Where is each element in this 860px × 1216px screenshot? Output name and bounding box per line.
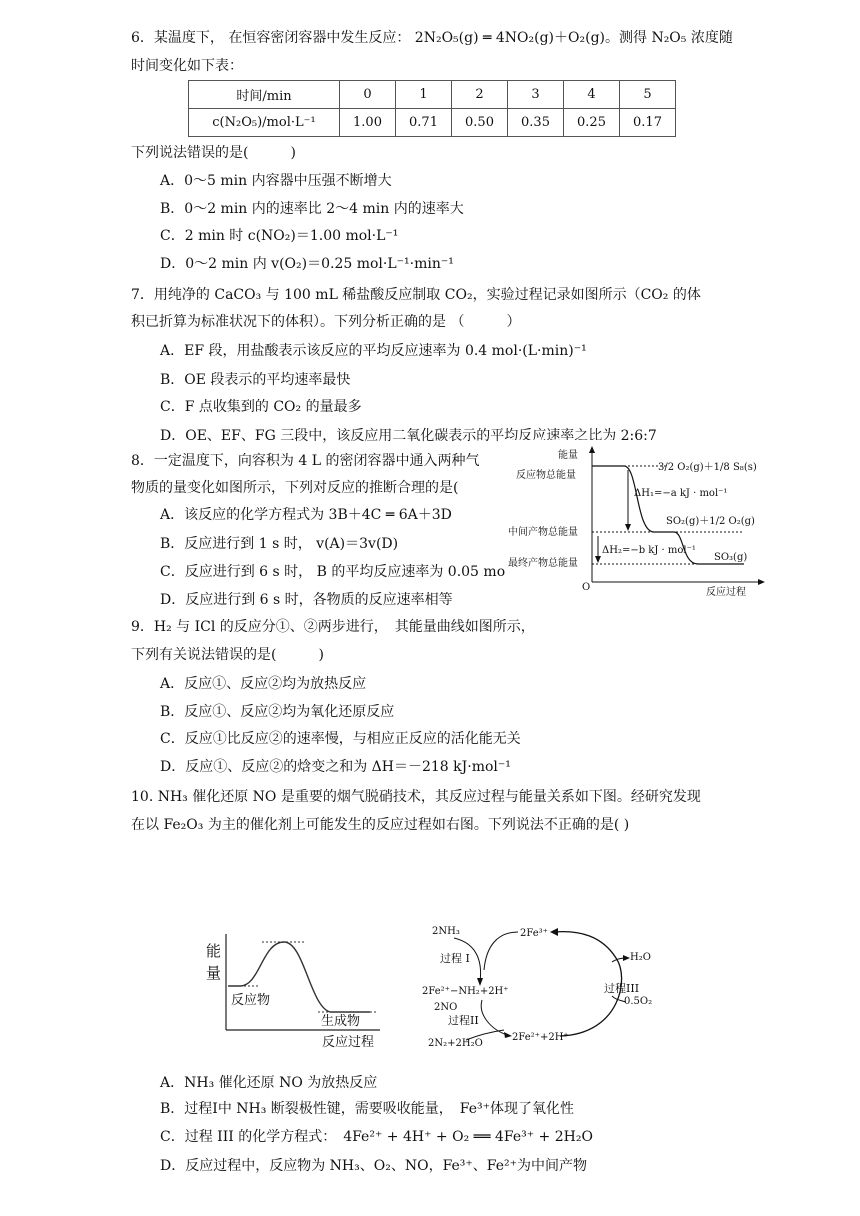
step-3-label: 过程III bbox=[604, 982, 640, 995]
step-1-label: 过程 I bbox=[440, 952, 470, 965]
x-axis-label: 反应过程 bbox=[706, 587, 746, 598]
q8-option-d: D．反应进行到 6 s 时，各物质的反应速率相等 bbox=[160, 592, 453, 608]
table-cell: 0.25 bbox=[564, 109, 620, 137]
species-nh3: 2NH₃ bbox=[432, 926, 460, 937]
exothermic-energy-figure bbox=[200, 928, 385, 1056]
q6-option-c: C．2 min 时 c(NO₂)＝1.00 mol·L⁻¹ bbox=[160, 228, 399, 244]
q10-option-c: C．过程 III 的化学方程式： 4Fe²⁺ + 4H⁺ + O₂ ══ 4Fe³⁺ + 2H₂O bbox=[160, 1129, 593, 1145]
q6-option-d: D．0～2 min 内 v(O₂)＝0.25 mol·L⁻¹·min⁻¹ bbox=[160, 256, 454, 272]
step-1-arrow-head bbox=[477, 978, 483, 986]
table-header-cell: 时间/min bbox=[189, 81, 340, 109]
step-2-label: 过程II bbox=[448, 1014, 479, 1027]
species-fe2-h: 2Fe²⁺+2H⁺ bbox=[512, 1032, 569, 1043]
q10-option-d: D．反应过程中，反应物为 NH₃、O₂、NO，Fe³⁺、Fe²⁺为中间产物 bbox=[160, 1158, 588, 1174]
dh2-label: ΔH₂=−b kJ · mol⁻¹ bbox=[602, 545, 696, 556]
q10-option-b: B．过程Ⅰ中 NH₃ 断裂极性键，需要吸收能量， Fe³⁺体现了氧化性 bbox=[160, 1101, 575, 1117]
product-label: 生成物 bbox=[321, 1014, 361, 1029]
q9-stem: 下列有关说法错误的是( ) bbox=[131, 647, 324, 663]
step-2-arrow bbox=[481, 1000, 510, 1036]
x-axis-arrow bbox=[758, 579, 765, 585]
species-bottom: SO₃(g) bbox=[714, 552, 748, 563]
origin-label: O bbox=[582, 582, 591, 593]
q9-line1: 9．H₂ 与 ICl 的反应分①、②两步进行， 其能量曲线如图所示， bbox=[131, 619, 535, 635]
y-axis-arrow bbox=[589, 446, 595, 453]
table-row bbox=[189, 81, 676, 109]
q8-option-b: B．反应进行到 1 s 时， v(A)＝3v(D) bbox=[160, 536, 399, 552]
q6-line2: 时间变化如下表： bbox=[131, 58, 243, 74]
catalytic-cycle-figure bbox=[420, 918, 670, 1058]
level-label-reactant: 反应物总能量 bbox=[516, 470, 576, 481]
table-row bbox=[189, 109, 676, 137]
q6-line1: 6．某温度下， 在恒容密闭容器中发生反应： 2N₂O₅(g) ═ 4NO₂(g)＋O₂(g)。测得 N₂O₅ 浓度随 bbox=[131, 30, 733, 46]
table-cell: 0.35 bbox=[508, 109, 564, 137]
q7-option-d: D．OE、EF、FG 三段中，该反应用二氧化碳表示的平均反应速率之比为 2:6:7 bbox=[160, 428, 657, 444]
level-label-final: 最终产物总能量 bbox=[508, 558, 578, 569]
dh1-label: ΔH₁=−a kJ · mol⁻¹ bbox=[634, 488, 728, 499]
species-top: 3/2 O₂(g)＋1/8 S₈(s) bbox=[658, 462, 757, 473]
dh1-arrow-head bbox=[625, 524, 631, 531]
q9-option-d: D．反应①、反应②的焓变之和为 ΔH＝－218 kJ·mol⁻¹ bbox=[160, 759, 511, 775]
energy-profile-figure bbox=[506, 440, 768, 598]
species-fe2-nh2: 2Fe²⁺−NH₂+2H⁺ bbox=[422, 986, 509, 997]
step-3-arrow-head bbox=[550, 928, 558, 936]
q8-option-c: C．反应进行到 6 s 时， B 的平均反应速率为 0.05 mo bbox=[160, 564, 506, 580]
table-header-cell: 2 bbox=[452, 81, 508, 109]
fe3-to-fe2-arrow bbox=[484, 932, 518, 970]
q6-data-table bbox=[188, 80, 676, 137]
y-axis-label: 能量 bbox=[558, 450, 578, 461]
h2o-out-arrow-head bbox=[623, 955, 630, 961]
q7-line2: 积已折算为标准状况下的体积）。下列分析正确的是 （ ） bbox=[131, 314, 521, 330]
q6-option-a: A．0～5 min 内容器中压强不断增大 bbox=[160, 173, 392, 189]
q8-line2: 物质的量变化如图所示，下列对反应的推断合理的是( bbox=[131, 480, 459, 496]
table-header-cell: 4 bbox=[564, 81, 620, 109]
table-cell: 1.00 bbox=[340, 109, 396, 137]
q8-line1: 8．一定温度下，向容积为 4 L 的密闭容器中通入两种气 bbox=[131, 453, 480, 469]
y-axis-label-2: 量 bbox=[206, 964, 222, 982]
species-n2-h2o: 2N₂+2H₂O bbox=[428, 1038, 483, 1049]
q7-option-c: C．F 点收集到的 CO₂ 的量最多 bbox=[160, 399, 362, 415]
reactant-label: 反应物 bbox=[231, 993, 271, 1008]
table-cell: 0.17 bbox=[620, 109, 676, 137]
q10-line1: 10. NH₃ 催化还原 NO 是重要的烟气脱硝技术，其反应过程与能量关系如下图。经研究发现 bbox=[131, 789, 701, 805]
table-cell: c(N₂O₅)/mol·L⁻¹ bbox=[189, 109, 340, 137]
q7-option-a: A．EF 段，用盐酸表示该反应的平均反应速率为 0.4 mol·(L·min)⁻¹ bbox=[160, 343, 587, 359]
q9-option-c: C．反应①比反应②的速率慢，与相应正反应的活化能无关 bbox=[160, 731, 521, 747]
species-no: 2NO bbox=[434, 1002, 458, 1013]
q7-line1: 7．用纯净的 CaCO₃ 与 100 mL 稀盐酸反应制取 CO₂，实验过程记录如图所示（CO₂ 的体 bbox=[131, 287, 701, 303]
q10-line2: 在以 Fe₂O₃ 为主的催化剂上可能发生的反应过程如右图。下列说法不正确的是( ) bbox=[131, 817, 630, 833]
species-fe3: 2Fe³⁺ bbox=[520, 928, 548, 939]
q9-option-a: A．反应①、反应②均为放热反应 bbox=[160, 676, 367, 692]
table-header-cell: 5 bbox=[620, 81, 676, 109]
q6-stem: 下列说法错误的是( ) bbox=[131, 145, 296, 161]
step-2-arrow-head bbox=[504, 1032, 512, 1038]
level-label-intermediate: 中间产物总能量 bbox=[508, 527, 578, 538]
species-o2: 0.5O₂ bbox=[624, 996, 653, 1007]
table-header-cell: 3 bbox=[508, 81, 564, 109]
species-middle: SO₂(g)＋1/2 O₂(g) bbox=[666, 516, 755, 527]
table-header-cell: 0 bbox=[340, 81, 396, 109]
q7-option-b: B．OE 段表示的平均速率最快 bbox=[160, 372, 351, 388]
q8-option-a: A．该反应的化学方程式为 3B＋4C ═ 6A＋3D bbox=[160, 507, 452, 523]
y-axis-label-1: 能 bbox=[206, 942, 222, 960]
table-cell: 0.50 bbox=[452, 109, 508, 137]
species-h2o: H₂O bbox=[630, 952, 651, 963]
q9-option-b: B．反应①、反应②均为氧化还原反应 bbox=[160, 704, 395, 720]
q6-option-b: B．0～2 min 内的速率比 2～4 min 内的速率大 bbox=[160, 201, 464, 217]
table-header-cell: 1 bbox=[396, 81, 452, 109]
q10-option-a: A．NH₃ 催化还原 NO 为放热反应 bbox=[160, 1075, 378, 1091]
x-axis-label: 反应过程 bbox=[322, 1035, 375, 1050]
table-cell: 0.71 bbox=[396, 109, 452, 137]
dh2-arrow-head bbox=[595, 556, 601, 563]
